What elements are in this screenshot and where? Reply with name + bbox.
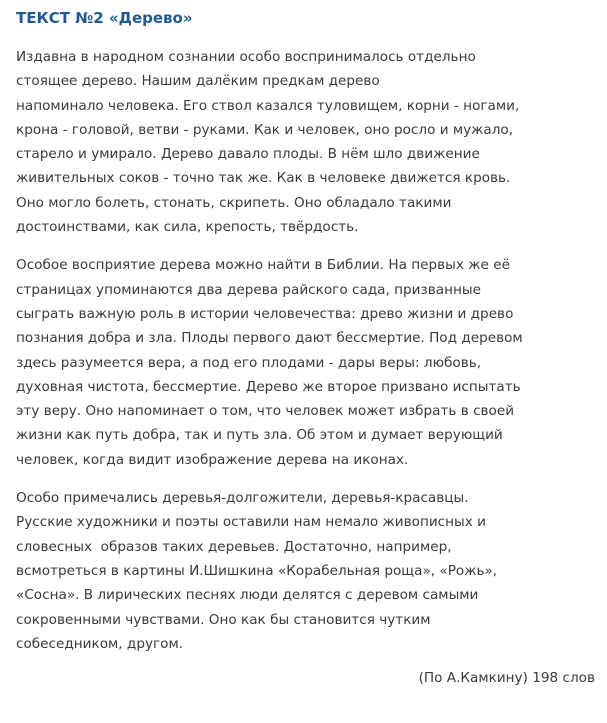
text-line: Оно могло болеть, стонать, скрипеть. Оно обладало такими xyxy=(16,194,452,211)
text-line: духовная чистота, бессмертие. Дерево же второе призвано испытать xyxy=(16,378,521,395)
text-line: собеседником, другом. xyxy=(16,635,184,652)
text-line: словесных образов таких деревьев. Достаточно, например, xyxy=(16,538,452,555)
text-line: эту веру. Оно напоминает о том, что человек может избрать в своей xyxy=(16,403,515,420)
text-line: Русские художники и поэты оставили нам немало живописных и xyxy=(16,514,486,531)
document-title: ТЕКСТ №2 «Дерево» xyxy=(16,9,193,27)
text-line: сокровенными чувствами. Оно как бы становится чутким xyxy=(16,611,431,628)
source-attribution: (По А.Камкину) 198 слов xyxy=(418,670,595,687)
text-line: напоминало человека. Его ствол казался туловищем, корни - ногами, xyxy=(16,97,520,114)
text-line: крона - головой, ветви - руками. Как и человек, оно росло и мужало, xyxy=(16,121,514,138)
text-line: достоинствами, как сила, крепость, твёрдость. xyxy=(16,219,359,236)
text-line: познания добра и зла. Плоды первого дают бессмертие. Под деревом xyxy=(16,330,523,347)
text-line: «Сосна». В лирических песнях люди делятся с деревом самыми xyxy=(16,587,479,604)
text-line: Особо примечались деревья-долгожители, деревья-красавцы. xyxy=(16,490,469,507)
text-line: живительных соков - точно так же. Как в человеке движется кровь. xyxy=(16,170,511,187)
text-line: Издавна в народном сознании особо воспринималось отдельно xyxy=(16,49,476,65)
text-line: стоящее дерево. Нашим далёким предкам дерево xyxy=(16,73,380,90)
text-line: здесь разумеется вера, а под его плодами - дары веры: любовь, xyxy=(16,354,482,371)
paragraph-2 xyxy=(16,253,599,472)
text-line: Особое восприятие дерева можно найти в Библии. На первых же её xyxy=(16,257,510,274)
text-line: сыграть важную роль в истории человечества: древо жизни и древо xyxy=(16,305,514,322)
text-line: страницах упоминаются два дерева райского сада, призванные xyxy=(16,281,481,298)
text-line: старело и умирало. Дерево давало плоды. В нём шло движение xyxy=(16,146,480,163)
text-line: человек, когда видит изображение дерева на иконах. xyxy=(16,451,409,468)
text-line: всмотреться в картины И.Шишкина «Корабельная роща», «Рожь», xyxy=(16,562,498,579)
paragraph-3 xyxy=(16,486,599,656)
text-line: жизни как путь добра, так и путь зла. Об этом и думает верующий xyxy=(16,427,503,444)
paragraph-1 xyxy=(16,45,599,239)
